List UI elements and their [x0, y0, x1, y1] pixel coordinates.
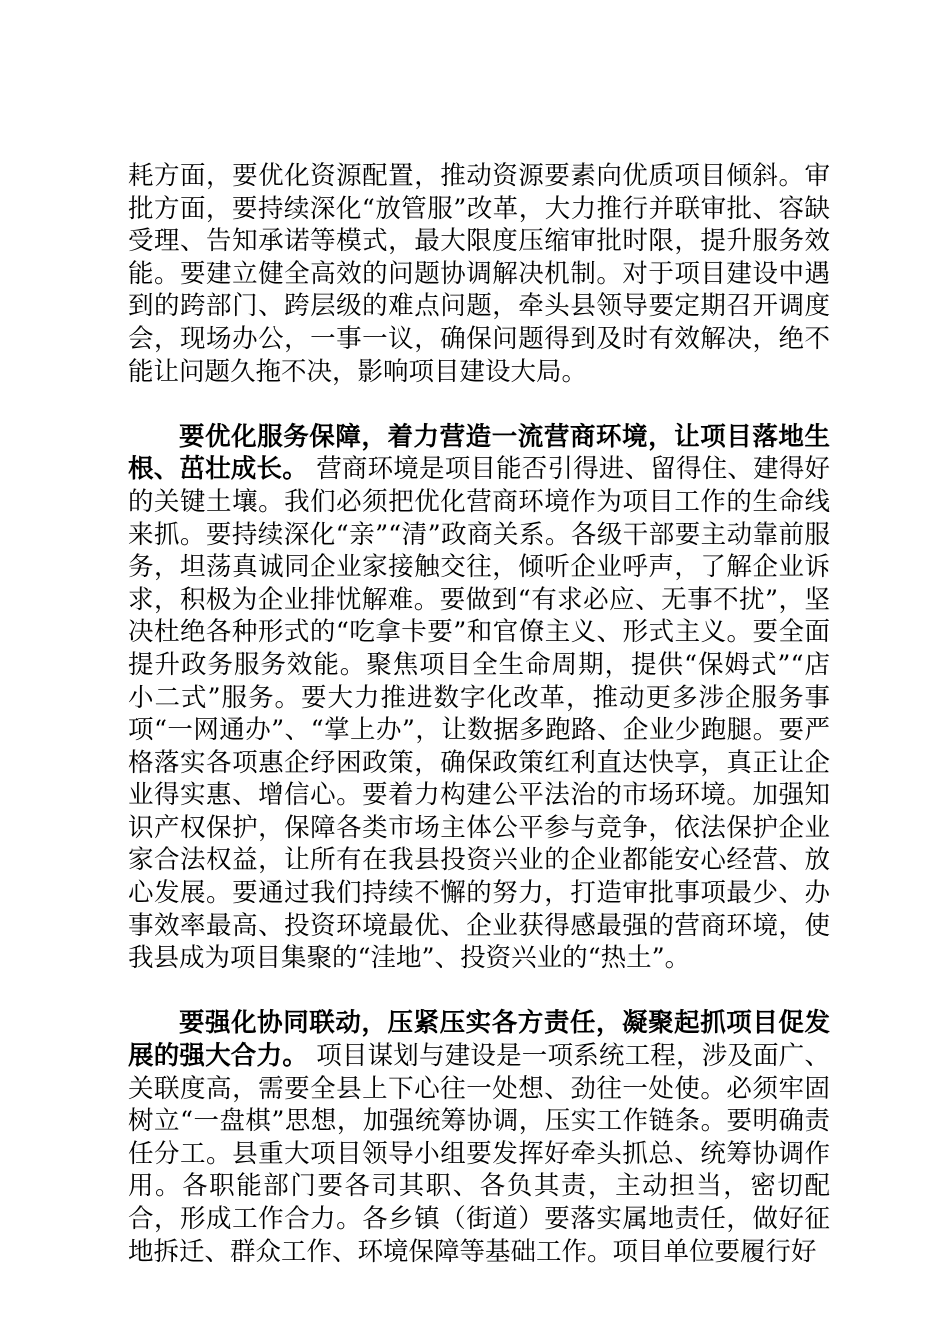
paragraph-gap	[128, 975, 830, 1008]
paragraph-continuation	[128, 160, 830, 388]
paragraph-gap	[128, 388, 830, 421]
document-page	[128, 160, 830, 1268]
paragraph-body: 项目谋划与建设是一项系统工程，涉及面广、关联度高，需要全县上下心往一处想、劲往一处使。必须牢固树立“一盘棋”思想，加强统筹协调，压实工作链条。要明确责任分工。县重大项目领导小组要发挥好牵头抓总、统筹协调作用。各职能部门要各司其职、各负其责，主动担当，密切配合，形成工作合力。各乡镇（街道）要落实属地责任，做好征地拆迁、群众工作、环境保障等基础工作。项目单位要履行好	[128, 1041, 830, 1267]
paragraph-body: 营商环境是项目能否引得进、留得住、建得好的关键土壤。我们必须把优化营商环境作为项目工作的生命线来抓。要持续深化“亲”“清”政商关系。各级干部要主动靠前服务，坦荡真诚同企业家接触交往，倾听企业呼声，了解企业诉求，积极为企业排忧解难。要做到“有求必应、无事不扰”，坚决杜绝各种形式的“吃拿卡要”和官僚主义、形式主义。要全面提升政务服务效能。聚焦项目全生命周期，提供“保姆式”“店小二式”服务。要大力推进数字化改革，推动更多涉企服务事项“一网通办”、“掌上办”，让数据多跑路、企业少跑腿。要严格落实各项惠企纾困政策，确保政策红利直达快享，真正让企业得实惠、增信心。要着力构建公平法治的市场环境。加强知识产权保护，保障各类市场主体公平参与竞争，依法保护企业家合法权益，让所有在我县投资兴业的企业都能安心经营、放心发展。要通过我们持续不懈的努力，打造审批事项最少、办事效率最高、投资环境最优、企业获得感最强的营商环境，使我县成为项目集聚的“洼地”、投资兴业的“热土”。	[128, 454, 830, 974]
paragraph-lead-heading: 要优化服务保障，着力营造一流营商环境，让项目落地生根、茁壮成长。	[128, 421, 830, 485]
paragraph-lead-heading: 要强化协同联动，压紧压实各方责任，凝聚起抓项目促发展的强大合力。	[128, 1008, 830, 1072]
paragraph-business-environment	[128, 421, 830, 975]
paragraph-body: 耗方面，要优化资源配置，推动资源要素向优质项目倾斜。审批方面，要持续深化“放管服”改革，大力推行并联审批、容缺受理、告知承诺等模式，最大限度压缩审批时限，提升服务效能。要建立健全高效的问题协调解决机制。对于项目建设中遇到的跨部门、跨层级的难点问题，牵头县领导要定期召开调度会，现场办公，一事一议，确保问题得到及时有效解决，绝不能让问题久拖不决，影响项目建设大局。	[128, 161, 830, 387]
paragraph-coordination	[128, 1007, 830, 1268]
